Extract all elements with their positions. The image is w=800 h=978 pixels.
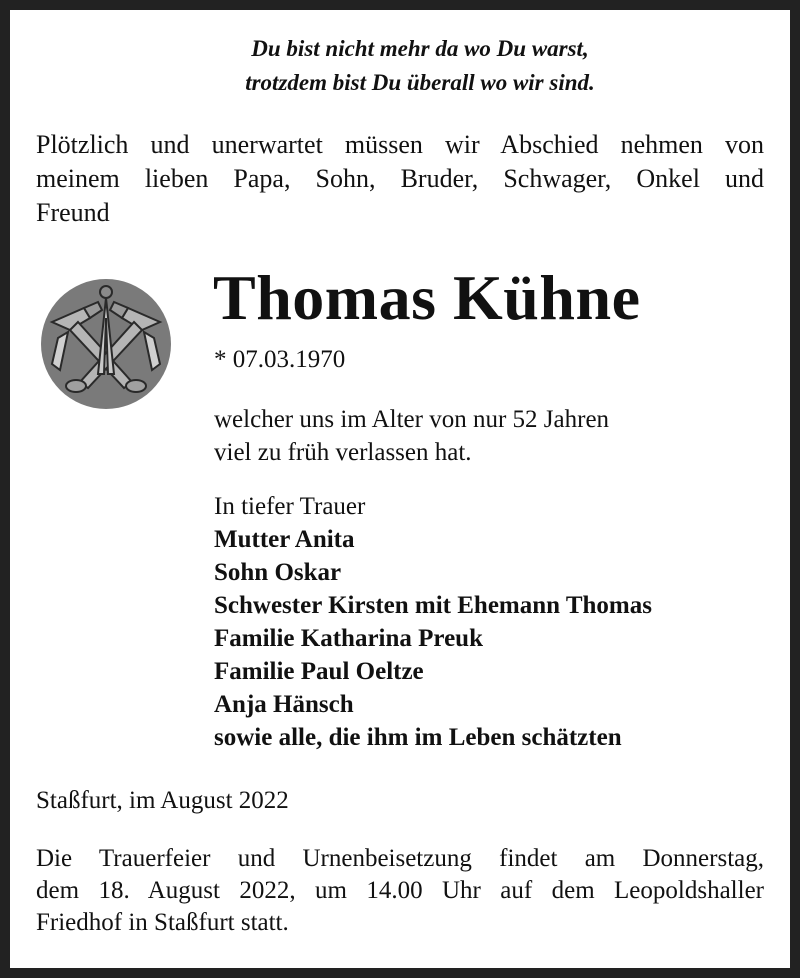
funeral-info bbox=[36, 843, 764, 939]
funeral-line: dem 18. August 2022, um 14.00 Uhr auf dem Leopoldshaller bbox=[36, 877, 764, 904]
motto-line: trotzdem bist Du überall wo wir sind. bbox=[245, 70, 595, 95]
deceased-name: Thomas Kühne bbox=[213, 262, 641, 333]
mourner-name: sowie alle, die ihm im Leben schätzten bbox=[214, 724, 622, 751]
mourner-name: Familie Katharina Preuk bbox=[214, 625, 483, 652]
mourner-name: Schwester Kirsten mit Ehemann Thomas bbox=[214, 592, 652, 619]
mourners-heading: In tiefer Trauer bbox=[214, 493, 366, 520]
mourner-name: Sohn Oskar bbox=[214, 559, 342, 586]
obituary-notice bbox=[10, 10, 790, 968]
funeral-line: Friedhof in Staßfurt statt. bbox=[36, 909, 289, 936]
motto-line: Du bist nicht mehr da wo Du warst, bbox=[251, 36, 589, 61]
intro-text bbox=[36, 128, 764, 230]
funeral-line: Die Trauerfeier und Urnenbeisetzung findet am Donnerstag, bbox=[36, 845, 764, 872]
roofer-guild-emblem-icon bbox=[40, 278, 172, 410]
mourners-list bbox=[214, 490, 652, 754]
age-line: viel zu früh verlassen hat. bbox=[214, 439, 472, 466]
intro-line: Plötzlich und unerwartet müssen wir Abschied nehmen von bbox=[36, 130, 764, 159]
mourner-name: Mutter Anita bbox=[214, 526, 355, 553]
place-date: Staßfurt, im August 2022 bbox=[36, 787, 289, 814]
age-line: welcher uns im Alter von nur 52 Jahren bbox=[214, 406, 610, 433]
intro-line: meinem lieben Papa, Sohn, Bruder, Schwager, Onkel und bbox=[36, 164, 764, 193]
mourner-name: Familie Paul Oeltze bbox=[214, 658, 424, 685]
age-text bbox=[214, 403, 609, 469]
motto bbox=[10, 32, 790, 100]
birth-date: * 07.03.1970 bbox=[214, 346, 346, 373]
mourner-name: Anja Hänsch bbox=[214, 691, 354, 718]
intro-line: Freund bbox=[36, 198, 110, 227]
